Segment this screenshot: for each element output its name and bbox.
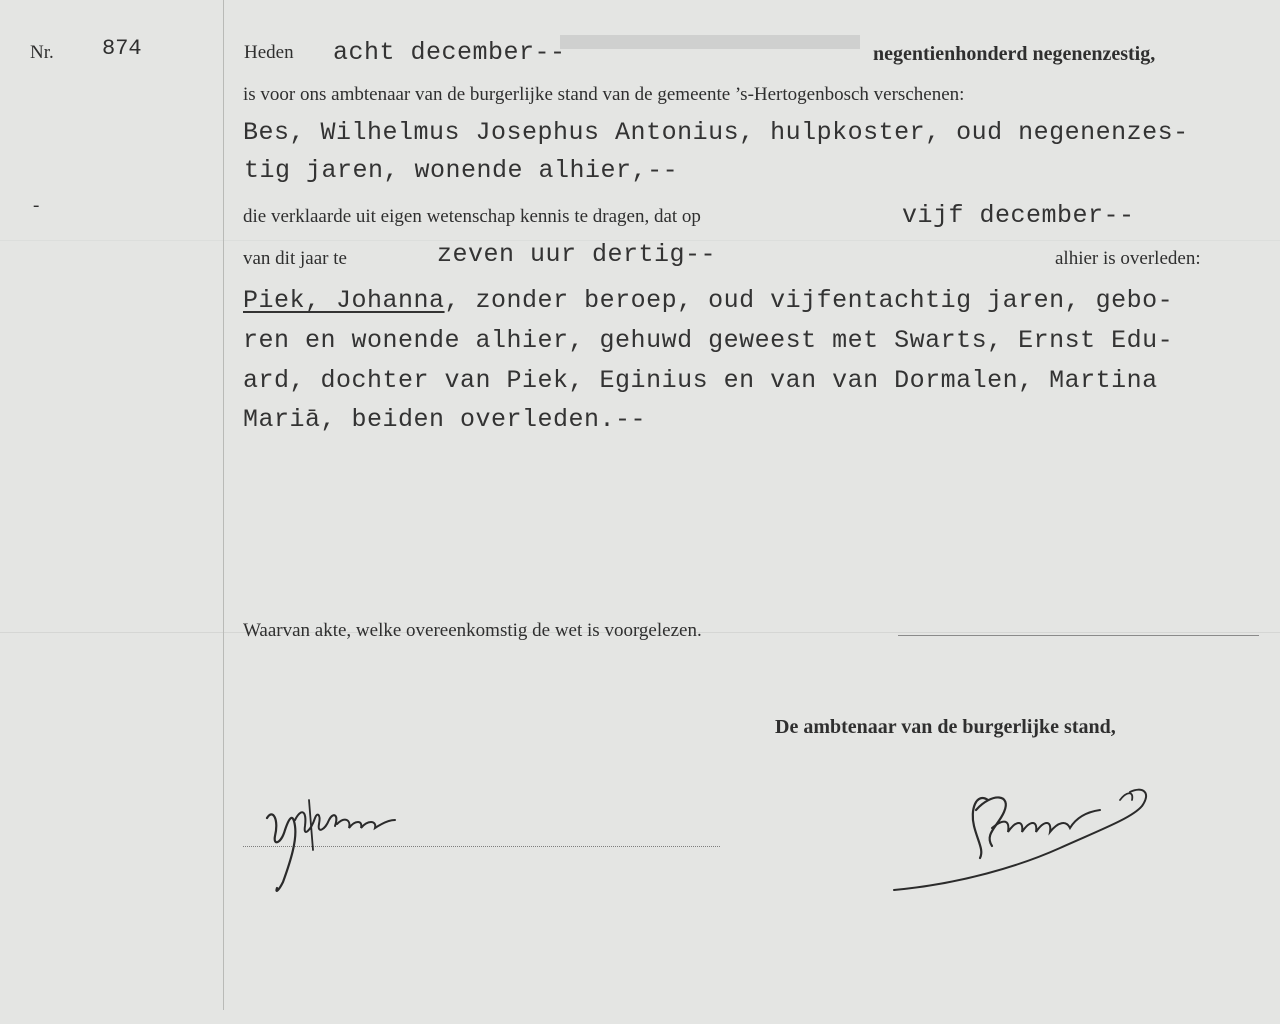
death-date: vijf december-- <box>902 201 1135 230</box>
heden-label: Heden <box>244 42 294 63</box>
official-signature <box>880 770 1180 900</box>
deceased-line-1-rest: , zonder beroep, oud vijfentachtig jaren, gebo- <box>444 286 1174 315</box>
printed-waarvan: Waarvan akte, welke overeenkomstig de wet is voorgelezen. <box>243 620 702 641</box>
nr-value: 874 <box>102 36 142 61</box>
date-typed: acht december-- <box>333 38 566 67</box>
margin-rule <box>223 0 224 1010</box>
closing-line <box>898 635 1259 636</box>
declarant-line-1: Bes, Wilhelmus Josephus Antonius, hulpkoster, oud negenenzes- <box>243 118 1189 147</box>
printed-verschenen: is voor ons ambtenaar van de burgerlijke stand van de gemeente ’s-Hertogenbosch verschenen: <box>243 84 965 105</box>
deceased-line-1 <box>243 286 1173 315</box>
printed-ambtenaar: De ambtenaar van de burgerlijke stand, <box>775 716 1116 738</box>
printed-verklaarde: die verklaarde uit eigen wetenschap kennis te dragen, dat op <box>243 206 701 227</box>
deceased-line-2: ren en wonende alhier, gehuwd geweest met Swarts, Ernst Edu- <box>243 326 1174 355</box>
deceased-line-4: Mariā, beiden overleden.-- <box>243 405 647 434</box>
declarant-signature <box>255 790 415 900</box>
year-printed: negentienhonderd negenenzestig, <box>873 43 1156 65</box>
bleed-through-shadow <box>560 35 860 49</box>
deceased-line-3: ard, dochter van Piek, Eginius en van van Dormalen, Martina <box>243 366 1158 395</box>
declarant-line-2: tig jaren, wonende alhier,-- <box>244 156 679 185</box>
death-time: zeven uur dertig-- <box>437 240 717 269</box>
deceased-name: Piek, Johanna <box>243 286 445 315</box>
printed-overleden: alhier is overleden: <box>1055 248 1201 269</box>
nr-label: Nr. <box>30 42 54 63</box>
margin-dash: - <box>33 195 40 216</box>
printed-dit-jaar: van dit jaar te <box>243 248 347 269</box>
